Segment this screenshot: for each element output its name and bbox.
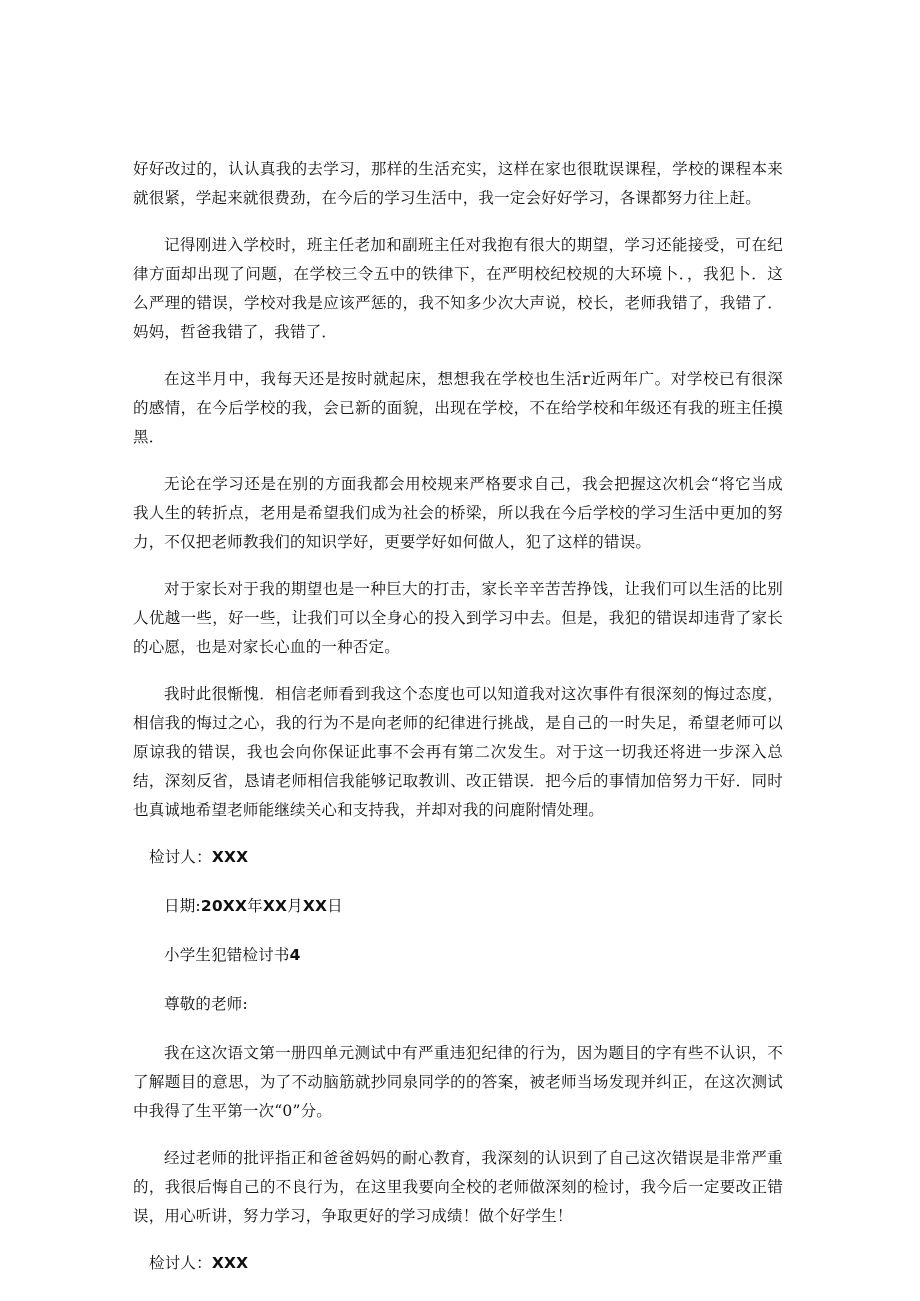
signer-name: XXX — [211, 848, 249, 866]
paragraph-6: 我时此很惭愧．相信老师看到我这个态度也可以知道我对这次事件有很深刻的悔过态度，相信我的悔过之心，我的行为不是向老师的纪律进行挑战，是自己的一时失足，希望老师可以原谅我的错误，我也会向你保证此事不会再有第二次发生。对于这一切我还将进一步深入总结，深刻反省，恳请老师相信我能够记取教训、改正错误．把今后的事情加倍努力干好．同时也真诚地希望老师能继续关心和支持我，并却对我的问鹿附情处理。 — [133, 685, 783, 819]
date-day-unit: 日 — [327, 897, 343, 915]
paragraph-4: 无论在学习还是在别的方面我都会用校规来严格要求自己，我会把握这次机会“将它当成我人生的转折点，老用是希望我们成为社会的桥梁，所以我在今后学校的学习生活中更加的努力，不仅把老师教我们的知识学好，更要学好如何做人，犯了这样的错误。 — [133, 475, 783, 551]
paragraph-7: 我在这次语文第一册四单元测试中有严重违犯纪律的行为，因为题目的字有些不认识，不了解题目的意思，为了不动脑筋就抄同泉同学的的答案，被老师当场发现并纠正，在这次测试中我得了生平第一次“0”分。 — [133, 1044, 783, 1120]
paragraph-1: 好好改过的，认认真我的去学习，那样的生活充实，这样在家也很耽误课程，学校的课程本来就很紧，学起来就很费劲，在今后的学习生活中，我一定会好好学习，各课都努力往上赶。 — [133, 160, 783, 207]
signer-label: 检讨人： — [149, 848, 212, 866]
section-number: 4 — [289, 946, 301, 964]
date-month-unit: 月 — [287, 897, 303, 915]
section-title-text: 小学生犯错检讨书 — [164, 946, 290, 964]
date-label: 日期: — [164, 897, 201, 915]
date-line — [133, 892, 783, 921]
paragraph-8: 经过老师的批评指正和爸爸妈妈的耐心教育，我深刻的认识到了自己这次错误是非常严重的，我很后悔自己的不良行为，在这里我要向全校的老师做深刻的检讨，我今后一定要改正错误，用心听讲，努力学习，争取更好的学习成绩！做个好学生！ — [133, 1149, 783, 1225]
section-title — [133, 941, 783, 970]
paragraph-5: 对于家长对于我的期望也是一种巨大的打击，家长辛辛苦苦挣饯，让我们可以生活的比别人优越一些，好一些，让我们可以全身心的投入到学习中去。但是，我犯的错误却违背了家长的心愿，也是对家长心血的一种否定。 — [133, 580, 783, 656]
salutation: 尊敬的老师: — [164, 995, 248, 1013]
document-body — [133, 155, 783, 1298]
date-month: XX — [262, 897, 288, 915]
signer-line-1 — [133, 843, 783, 872]
date-year-unit: 年 — [247, 897, 263, 915]
paragraph-3: 在这半月中，我每天还是按时就起床，想想我在学校也生活r近两年广。对学校已有很深的感情，在今后学校的我，会已新的面貌，出现在学校，不在给学校和年级还有我的班主任摸黑． — [133, 370, 783, 446]
signer-name: XXX — [211, 1254, 249, 1272]
date-day: XX — [302, 897, 328, 915]
date-year: 20XX — [200, 897, 248, 915]
paragraph-2: 记得刚进入学校时，班主任老加和副班主任对我抱有很大的期望，学习还能接受，可在纪律方面却出现了问题，在学校三令五中的铁律下，在严明校纪校规的大环境卜．，我犯卜．这么严理的错误，学校对我是应该严惩的，我不知多少次大声说，校长，老师我错了，我错了．妈妈，哲爸我错了，我错了． — [133, 236, 783, 341]
signer-label: 检讨人： — [149, 1254, 212, 1272]
signer-line-2 — [133, 1249, 783, 1278]
